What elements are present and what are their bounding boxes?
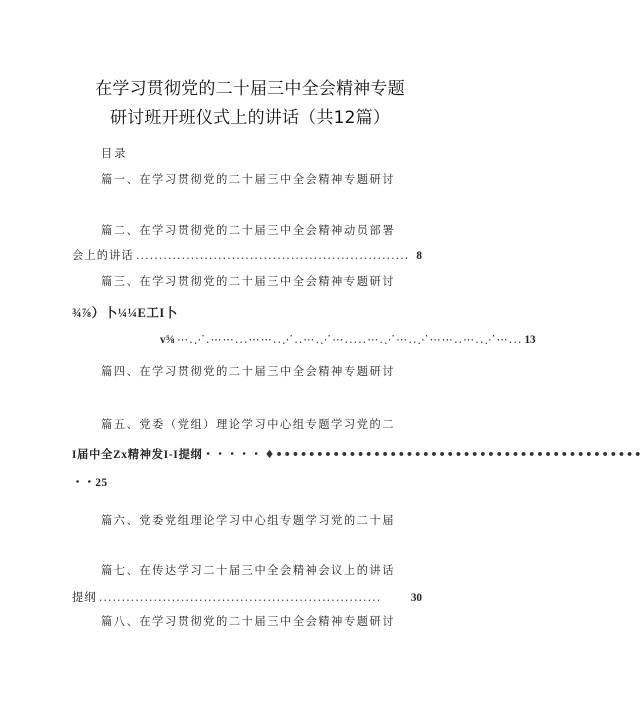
toc-entry-2-line-2[interactable] — [72, 247, 422, 263]
toc-entry-5-page-line: ・・25 — [72, 477, 108, 489]
toc-entry-4[interactable]: 篇四、在学习贯彻党的二十届三中全会精神专题研讨 — [101, 365, 396, 378]
toc-entry-5-line-1[interactable]: 篇五、党委（党组）理论学习中心组专题学习党的二 — [101, 418, 396, 431]
toc-entry-2-line-1[interactable]: 篇二、在学习贯彻党的二十届三中全会精神动员部署 — [101, 224, 396, 237]
toc-leader-dots: ............................................................ — [135, 249, 410, 262]
toc-entry-3-title-tail: v⅝ — [160, 334, 175, 346]
toc-entry-3-line-3[interactable] — [160, 333, 536, 346]
toc-entry-5-title-tail: I届中全Zx精神发I-I提纲・・・・・ — [72, 449, 263, 461]
toc-entry-8[interactable]: 篇八、在学习贯彻党的二十届三中全会精神专题研讨 — [101, 615, 396, 628]
toc-entry-5-line-2[interactable] — [72, 446, 642, 462]
toc-page-number: 13 — [524, 334, 536, 346]
toc-leader-dots: ⋯.⋰.⋯⋯...⋯⋯..⋰..⋯.⋰⋯.....⋯.⋰⋯..⋰⋯⋯..⋯..⋰⋯... — [176, 333, 523, 346]
toc-heading: 目录 — [101, 147, 128, 160]
toc-page-number: 30 — [410, 592, 422, 604]
toc-entry-6[interactable]: 篇六、党委党组理论学习中心组专题学习党的二十届 — [101, 514, 396, 527]
toc-entry-7-line-2[interactable] — [72, 589, 422, 605]
document-title-line-1: 在学习贯彻党的二十届三中全会精神专题 — [95, 79, 405, 99]
toc-entry-3-line-1[interactable]: 篇三、在学习贯彻党的二十届三中全会精神专题研讨 — [101, 275, 396, 288]
toc-leader-dots: ♦••••••••••••••••••••••••••••••••••••••••••••• — [264, 447, 642, 461]
toc-entry-3-line-2: ¾⅞）卜¼¼E工I卜 — [72, 306, 178, 320]
toc-entry-1[interactable]: 篇一、在学习贯彻党的二十届三中全会精神专题研讨 — [101, 173, 396, 186]
toc-page-number: 8 — [416, 250, 422, 262]
toc-entry-7-title-tail: 提纲 — [72, 591, 97, 604]
document-title-line-2: 研讨班开班仪式上的讲话（共12篇） — [109, 108, 391, 128]
toc-entry-2-title-tail: 会上的讲话 — [72, 249, 134, 262]
toc-entry-7-line-1[interactable]: 篇七、在传达学习二十届三中全会精神会议上的讲话 — [101, 564, 396, 577]
toc-leader-dots: .............................................................. — [98, 591, 382, 604]
